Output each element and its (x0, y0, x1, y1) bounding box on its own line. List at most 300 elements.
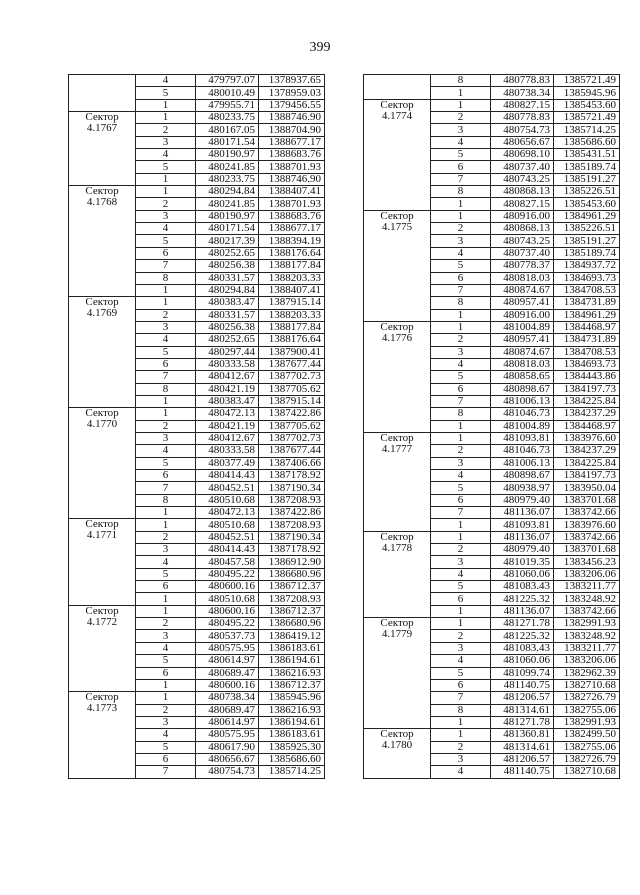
y-coordinate: 1384197.73 (554, 383, 620, 395)
x-coordinate: 480383.47 (196, 395, 259, 407)
x-coordinate: 480575.95 (196, 729, 259, 741)
x-coordinate: 481019.35 (491, 556, 554, 568)
point-number: 3 (431, 457, 491, 469)
y-coordinate: 1384225.84 (554, 457, 620, 469)
x-coordinate: 481006.13 (491, 457, 554, 469)
point-number: 3 (431, 235, 491, 247)
x-coordinate: 480575.95 (196, 642, 259, 654)
y-coordinate: 1385686.60 (259, 753, 325, 765)
y-coordinate: 1384961.29 (554, 210, 620, 222)
x-coordinate: 480689.47 (196, 704, 259, 716)
point-number: 1 (136, 408, 196, 420)
sector-label (364, 210, 431, 321)
x-coordinate: 480217.39 (196, 235, 259, 247)
y-coordinate: 1383206.06 (554, 655, 620, 667)
sector-prefix: Сектор (380, 210, 414, 222)
y-coordinate: 1386419.12 (259, 630, 325, 642)
y-coordinate: 1386183.61 (259, 729, 325, 741)
point-number: 7 (431, 507, 491, 519)
point-number: 8 (431, 704, 491, 716)
y-coordinate: 1379456.55 (259, 99, 325, 111)
y-coordinate: 1386712.37 (259, 679, 325, 691)
point-number: 1 (431, 519, 491, 531)
x-coordinate: 480743.25 (491, 235, 554, 247)
point-number: 4 (431, 470, 491, 482)
x-coordinate: 480252.65 (196, 247, 259, 259)
sector-number: 4.1767 (86, 122, 118, 135)
y-coordinate: 1378959.03 (259, 87, 325, 99)
point-number: 1 (136, 692, 196, 704)
sector-number: 4.1772 (86, 615, 118, 628)
x-coordinate: 481206.57 (491, 753, 554, 765)
y-coordinate: 1386680.96 (259, 618, 325, 630)
table-row (69, 112, 325, 124)
y-coordinate: 1384225.84 (554, 395, 620, 407)
point-number: 1 (136, 297, 196, 309)
x-coordinate: 481060.06 (491, 568, 554, 580)
sector-number: 4.1776 (381, 331, 413, 344)
x-coordinate: 480233.75 (196, 173, 259, 185)
x-coordinate: 481093.81 (491, 519, 554, 531)
y-coordinate: 1382755.06 (554, 741, 620, 753)
x-coordinate: 480383.47 (196, 297, 259, 309)
y-coordinate: 1386183.61 (259, 642, 325, 654)
x-coordinate: 481136.07 (491, 531, 554, 543)
y-coordinate: 1384237.29 (554, 445, 620, 457)
y-coordinate: 1387915.14 (259, 297, 325, 309)
point-number: 3 (136, 630, 196, 642)
sector-number: 4.1771 (86, 529, 118, 542)
y-coordinate: 1384197.73 (554, 470, 620, 482)
y-coordinate: 1383206.06 (554, 568, 620, 580)
sector-prefix: Сектор (380, 531, 414, 543)
x-coordinate: 480827.15 (491, 99, 554, 111)
x-coordinate: 479955.71 (196, 99, 259, 111)
x-coordinate: 480698.10 (491, 149, 554, 161)
y-coordinate: 1385714.25 (259, 766, 325, 778)
x-coordinate: 480818.03 (491, 358, 554, 370)
x-coordinate: 480241.85 (196, 198, 259, 210)
point-number: 6 (431, 383, 491, 395)
x-coordinate: 480472.13 (196, 507, 259, 519)
y-coordinate: 1384731.89 (554, 334, 620, 346)
table-row (364, 210, 620, 222)
x-coordinate: 480738.34 (491, 87, 554, 99)
point-number: 7 (431, 173, 491, 185)
x-coordinate: 481099.74 (491, 667, 554, 679)
point-number: 4 (136, 334, 196, 346)
point-number: 2 (136, 704, 196, 716)
x-coordinate: 481136.07 (491, 507, 554, 519)
point-number: 4 (136, 556, 196, 568)
point-number: 4 (431, 358, 491, 370)
sector-number: 4.1780 (381, 739, 413, 752)
y-coordinate: 1387677.44 (259, 445, 325, 457)
y-coordinate: 1385191.27 (554, 173, 620, 185)
point-number: 5 (431, 260, 491, 272)
sector-prefix: Сектор (85, 111, 119, 124)
sector-number: 4.1773 (86, 702, 118, 715)
x-coordinate: 481225.32 (491, 630, 554, 642)
x-coordinate: 480600.16 (196, 679, 259, 691)
point-number: 3 (431, 556, 491, 568)
table-row (69, 605, 325, 617)
x-coordinate: 481046.73 (491, 408, 554, 420)
sector-label (69, 112, 136, 186)
x-coordinate: 480754.73 (196, 766, 259, 778)
y-coordinate: 1388407.41 (259, 284, 325, 296)
x-coordinate: 481314.61 (491, 741, 554, 753)
point-number: 8 (136, 494, 196, 506)
point-number: 3 (136, 136, 196, 148)
x-coordinate: 480421.19 (196, 383, 259, 395)
sector-number: 4.1779 (381, 628, 413, 641)
point-number: 1 (431, 99, 491, 111)
x-coordinate: 480979.40 (491, 544, 554, 556)
sector-label (69, 75, 136, 112)
point-number: 5 (136, 235, 196, 247)
x-coordinate: 480252.65 (196, 334, 259, 346)
x-coordinate: 480916.00 (491, 210, 554, 222)
x-coordinate: 480827.15 (491, 198, 554, 210)
point-number: 2 (431, 544, 491, 556)
y-coordinate: 1382962.39 (554, 667, 620, 679)
point-number: 7 (136, 766, 196, 778)
y-coordinate: 1388407.41 (259, 186, 325, 198)
y-coordinate: 1382710.68 (554, 766, 620, 778)
x-coordinate: 480868.13 (491, 223, 554, 235)
point-number: 6 (136, 358, 196, 370)
sector-label (364, 75, 431, 100)
y-coordinate: 1383248.92 (554, 593, 620, 605)
point-number: 2 (136, 198, 196, 210)
point-number: 6 (136, 470, 196, 482)
x-coordinate: 480979.40 (491, 494, 554, 506)
coordinate-table-right (363, 74, 620, 779)
y-coordinate: 1388677.17 (259, 223, 325, 235)
point-number: 1 (431, 716, 491, 728)
point-number: 3 (431, 753, 491, 765)
y-coordinate: 1384731.89 (554, 297, 620, 309)
y-coordinate: 1385721.49 (554, 112, 620, 124)
point-number: 2 (136, 531, 196, 543)
point-number: 7 (136, 260, 196, 272)
y-coordinate: 1384443.86 (554, 371, 620, 383)
y-coordinate: 1385453.60 (554, 198, 620, 210)
sector-number: 4.1770 (86, 418, 118, 431)
point-number: 6 (431, 679, 491, 691)
x-coordinate: 480421.19 (196, 420, 259, 432)
y-coordinate: 1388677.17 (259, 136, 325, 148)
x-coordinate: 480233.75 (196, 112, 259, 124)
table-row (69, 519, 325, 531)
point-number: 3 (136, 210, 196, 222)
y-coordinate: 1384468.97 (554, 321, 620, 333)
y-coordinate: 1383976.60 (554, 519, 620, 531)
sector-number: 4.1775 (381, 220, 413, 233)
point-number: 5 (136, 655, 196, 667)
sector-label (364, 321, 431, 432)
point-number: 5 (136, 568, 196, 580)
sector-label (69, 519, 136, 605)
point-number: 1 (431, 531, 491, 543)
point-number: 7 (431, 284, 491, 296)
table-row (69, 297, 325, 309)
point-number: 1 (431, 729, 491, 741)
y-coordinate: 1387900.41 (259, 346, 325, 358)
x-coordinate: 480916.00 (491, 309, 554, 321)
y-coordinate: 1387190.34 (259, 531, 325, 543)
sector-number: 4.1777 (381, 442, 413, 455)
y-coordinate: 1385431.51 (554, 149, 620, 161)
y-coordinate: 1388701.93 (259, 161, 325, 173)
table-row (364, 99, 620, 111)
y-coordinate: 1383701.68 (554, 494, 620, 506)
x-coordinate: 480738.34 (196, 692, 259, 704)
point-number: 5 (136, 346, 196, 358)
x-coordinate: 480331.57 (196, 272, 259, 284)
sector-label (364, 729, 431, 778)
x-coordinate: 480297.44 (196, 346, 259, 358)
x-coordinate: 480412.67 (196, 432, 259, 444)
y-coordinate: 1384693.73 (554, 358, 620, 370)
point-number: 2 (431, 445, 491, 457)
coordinate-table-left (68, 74, 325, 779)
x-coordinate: 480256.38 (196, 321, 259, 333)
sector-label (69, 297, 136, 408)
y-coordinate: 1387702.73 (259, 371, 325, 383)
point-number: 5 (431, 482, 491, 494)
sector-prefix: Сектор (85, 407, 119, 420)
point-number: 8 (431, 297, 491, 309)
x-coordinate: 480778.83 (491, 112, 554, 124)
y-coordinate: 1387915.14 (259, 395, 325, 407)
y-coordinate: 1388176.64 (259, 334, 325, 346)
y-coordinate: 1385189.74 (554, 247, 620, 259)
y-coordinate: 1383701.68 (554, 544, 620, 556)
x-coordinate: 481046.73 (491, 445, 554, 457)
sector-label (69, 692, 136, 778)
point-number: 4 (431, 766, 491, 778)
x-coordinate: 480457.58 (196, 556, 259, 568)
table-row (364, 432, 620, 444)
x-coordinate: 480600.16 (196, 581, 259, 593)
point-number: 4 (136, 642, 196, 654)
point-number: 6 (136, 581, 196, 593)
x-coordinate: 480874.67 (491, 284, 554, 296)
x-coordinate: 480171.54 (196, 223, 259, 235)
point-number: 7 (136, 371, 196, 383)
y-coordinate: 1386216.93 (259, 667, 325, 679)
point-number: 1 (431, 210, 491, 222)
y-coordinate: 1387406.66 (259, 457, 325, 469)
point-number: 8 (431, 408, 491, 420)
x-coordinate: 480689.47 (196, 667, 259, 679)
point-number: 1 (136, 186, 196, 198)
sector-label (69, 605, 136, 691)
point-number: 1 (136, 519, 196, 531)
sector-prefix: Сектор (380, 617, 414, 630)
y-coordinate: 1385721.49 (554, 75, 620, 87)
y-coordinate: 1388683.76 (259, 149, 325, 161)
point-number: 4 (136, 729, 196, 741)
x-coordinate: 480190.97 (196, 149, 259, 161)
x-coordinate: 480294.84 (196, 284, 259, 296)
point-number: 1 (136, 173, 196, 185)
sector-label (364, 432, 431, 531)
point-number: 1 (136, 395, 196, 407)
x-coordinate: 480452.51 (196, 531, 259, 543)
point-number: 5 (431, 667, 491, 679)
point-number: 1 (136, 593, 196, 605)
y-coordinate: 1387705.62 (259, 420, 325, 432)
x-coordinate: 480294.84 (196, 186, 259, 198)
y-coordinate: 1383456.23 (554, 556, 620, 568)
point-number: 1 (431, 309, 491, 321)
y-coordinate: 1386912.90 (259, 556, 325, 568)
y-coordinate: 1384708.53 (554, 284, 620, 296)
y-coordinate: 1388746.90 (259, 173, 325, 185)
x-coordinate: 480656.67 (491, 136, 554, 148)
sector-prefix: Сектор (85, 605, 119, 617)
point-number: 3 (136, 544, 196, 556)
x-coordinate: 480414.43 (196, 470, 259, 482)
y-coordinate: 1385189.74 (554, 161, 620, 173)
y-coordinate: 1386216.93 (259, 704, 325, 716)
sector-number: 4.1769 (86, 307, 118, 320)
table-row (69, 186, 325, 198)
sector-number: 4.1768 (86, 196, 118, 209)
y-coordinate: 1386680.96 (259, 568, 325, 580)
point-number: 2 (136, 420, 196, 432)
x-coordinate: 480898.67 (491, 470, 554, 482)
y-coordinate: 1385945.96 (554, 87, 620, 99)
x-coordinate: 480868.13 (491, 186, 554, 198)
x-coordinate: 480743.25 (491, 173, 554, 185)
y-coordinate: 1385925.30 (259, 741, 325, 753)
x-coordinate: 480737.40 (491, 161, 554, 173)
sector-prefix: Сектор (85, 185, 119, 198)
point-number: 7 (431, 395, 491, 407)
x-coordinate: 480171.54 (196, 136, 259, 148)
y-coordinate: 1383742.66 (554, 531, 620, 543)
y-coordinate: 1388176.64 (259, 247, 325, 259)
y-coordinate: 1383742.66 (554, 507, 620, 519)
sector-prefix: Сектор (380, 99, 414, 111)
point-number: 5 (136, 87, 196, 99)
point-number: 4 (431, 655, 491, 667)
y-coordinate: 1384693.73 (554, 272, 620, 284)
x-coordinate: 481006.13 (491, 395, 554, 407)
y-coordinate: 1382499.50 (554, 729, 620, 741)
x-coordinate: 480818.03 (491, 272, 554, 284)
point-number: 8 (431, 186, 491, 198)
point-number: 2 (136, 124, 196, 136)
table-row (69, 408, 325, 420)
x-coordinate: 480333.58 (196, 358, 259, 370)
x-coordinate: 480614.97 (196, 716, 259, 728)
x-coordinate: 480617.90 (196, 741, 259, 753)
x-coordinate: 480377.49 (196, 457, 259, 469)
y-coordinate: 1388177.84 (259, 260, 325, 272)
table-row (364, 729, 620, 741)
sector-prefix: Сектор (380, 321, 414, 333)
y-coordinate: 1385945.96 (259, 692, 325, 704)
point-number: 1 (431, 605, 491, 617)
sector-number: 4.1778 (381, 541, 413, 554)
y-coordinate: 1387178.92 (259, 470, 325, 482)
point-number: 4 (136, 223, 196, 235)
point-number: 6 (431, 593, 491, 605)
x-coordinate: 481136.07 (491, 605, 554, 617)
y-coordinate: 1387702.73 (259, 432, 325, 444)
y-coordinate: 1388683.76 (259, 210, 325, 222)
point-number: 1 (136, 507, 196, 519)
x-coordinate: 481004.89 (491, 321, 554, 333)
point-number: 1 (431, 618, 491, 630)
table-row (364, 531, 620, 543)
x-coordinate: 481206.57 (491, 692, 554, 704)
table-row (364, 75, 620, 87)
point-number: 7 (431, 692, 491, 704)
x-coordinate: 480167.05 (196, 124, 259, 136)
x-coordinate: 480778.83 (491, 75, 554, 87)
point-number: 1 (431, 87, 491, 99)
x-coordinate: 480495.22 (196, 568, 259, 580)
point-number: 5 (431, 371, 491, 383)
x-coordinate: 480737.40 (491, 247, 554, 259)
sector-prefix: Сектор (85, 518, 119, 531)
y-coordinate: 1387208.93 (259, 494, 325, 506)
point-number: 2 (431, 223, 491, 235)
x-coordinate: 480495.22 (196, 618, 259, 630)
sector-label (69, 408, 136, 519)
x-coordinate: 480331.57 (196, 309, 259, 321)
x-coordinate: 480898.67 (491, 383, 554, 395)
table-row (69, 692, 325, 704)
y-coordinate: 1382726.79 (554, 753, 620, 765)
x-coordinate: 480256.38 (196, 260, 259, 272)
y-coordinate: 1382726.79 (554, 692, 620, 704)
y-coordinate: 1386712.37 (259, 581, 325, 593)
y-coordinate: 1382991.93 (554, 618, 620, 630)
table-row (364, 321, 620, 333)
table-row (69, 75, 325, 87)
y-coordinate: 1382755.06 (554, 704, 620, 716)
x-coordinate: 481060.06 (491, 655, 554, 667)
point-number: 3 (136, 321, 196, 333)
point-number: 5 (136, 457, 196, 469)
y-coordinate: 1388394.19 (259, 235, 325, 247)
x-coordinate: 480656.67 (196, 753, 259, 765)
point-number: 4 (431, 568, 491, 580)
point-number: 3 (431, 346, 491, 358)
y-coordinate: 1382991.93 (554, 716, 620, 728)
point-number: 1 (431, 420, 491, 432)
x-coordinate: 480241.85 (196, 161, 259, 173)
sector-prefix: Сектор (85, 296, 119, 309)
y-coordinate: 1385226.51 (554, 186, 620, 198)
point-number: 7 (136, 482, 196, 494)
y-coordinate: 1387190.34 (259, 482, 325, 494)
point-number: 6 (136, 753, 196, 765)
point-number: 1 (136, 679, 196, 691)
x-coordinate: 480858.65 (491, 371, 554, 383)
x-coordinate: 480537.73 (196, 630, 259, 642)
point-number: 3 (136, 432, 196, 444)
x-coordinate: 480412.67 (196, 371, 259, 383)
sector-label (364, 531, 431, 617)
